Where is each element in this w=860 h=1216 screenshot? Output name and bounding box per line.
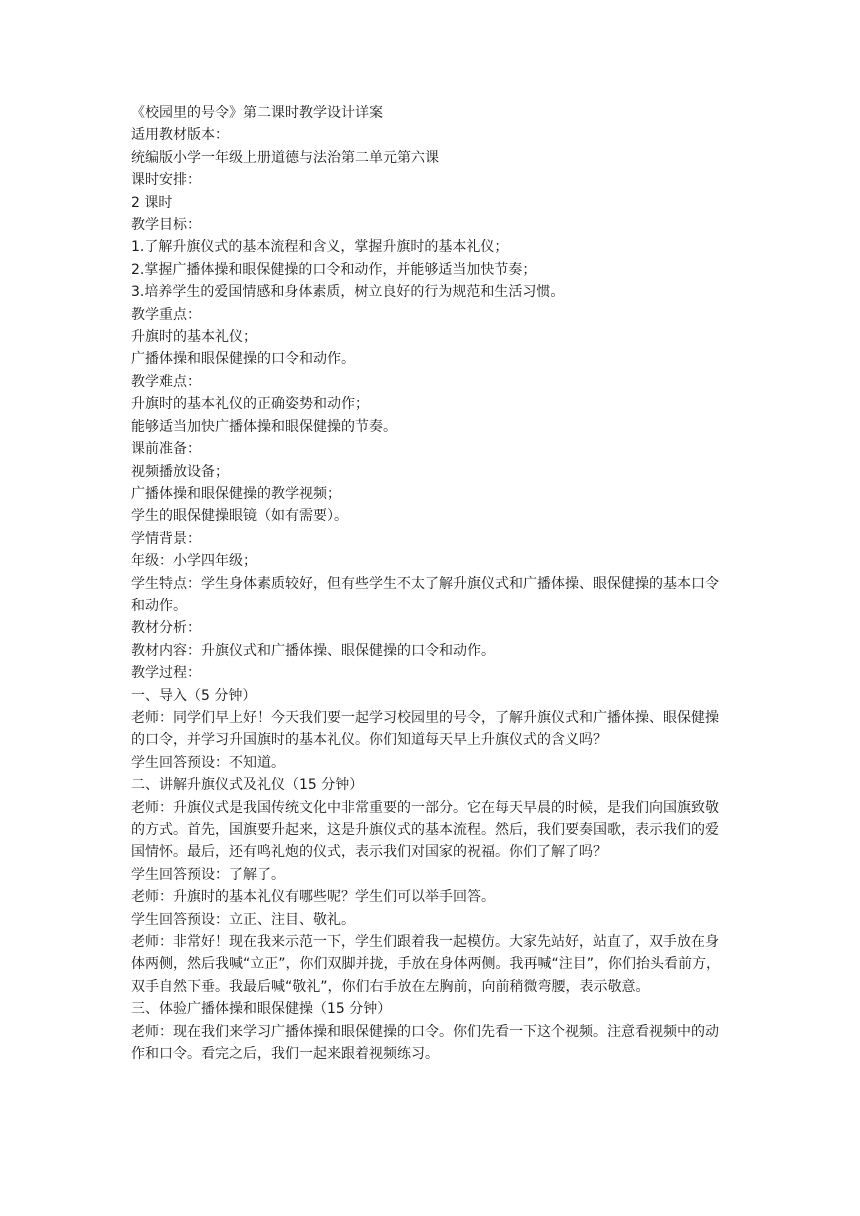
objective-item: 2.掌握广播体操和眼保健操的口令和动作，并能够适当加快节奏； bbox=[131, 261, 537, 278]
student-answer: 学生回答预设：了解了。 bbox=[131, 866, 285, 883]
student-answer: 学生回答预设：立正、注目、敬礼。 bbox=[131, 911, 355, 928]
teacher-dialogue: 老师：现在我们来学习广播体操和眼保健操的口令。你们先看一下这个视频。注意看视频中的动作和口令。看完之后，我们一起来跟着视频练习。 bbox=[131, 1023, 719, 1063]
key-point-item: 广播体操和眼保健操的口令和动作。 bbox=[131, 351, 355, 368]
document-title: 《校园里的号令》第二课时教学设计详案 bbox=[131, 105, 383, 121]
analysis-label: 教材分析： bbox=[131, 620, 201, 637]
teacher-dialogue: 老师：升旗仪式是我国传统文化中非常重要的一部分。它在每天早晨的时候，是我们向国旗致敬的方式。首先，国旗要升起来，这是升旗仪式的基本流程。然后，我们要奏国歌，表示我们的爱国情怀。最后，还有鸣礼炮的仪式，表示我们对国家的祝福。你们了解了吗？ bbox=[131, 799, 719, 861]
textbook-label: 适用教材版本： bbox=[131, 127, 229, 144]
process-label: 教学过程： bbox=[131, 665, 201, 682]
key-points-label: 教学重点： bbox=[131, 306, 201, 323]
preparation-item: 广播体操和眼保健操的教学视频； bbox=[131, 485, 341, 502]
preparation-item: 学生的眼保健操眼镜（如有需要）。 bbox=[131, 508, 348, 525]
section-heading: 二、讲解升旗仪式及礼仪（15 分钟） bbox=[131, 777, 364, 794]
objectives-label: 教学目标： bbox=[131, 217, 201, 234]
teacher-dialogue: 老师：升旗时的基本礼仪有哪些呢？学生们可以举手回答。 bbox=[131, 889, 495, 906]
textbook-value: 统编版小学一年级上册道德与法治第二单元第六课 bbox=[131, 149, 439, 166]
preparation-item: 视频播放设备； bbox=[131, 463, 229, 480]
key-point-item: 升旗时的基本礼仪； bbox=[131, 329, 257, 346]
teacher-dialogue: 老师：非常好！现在我来示范一下，学生们跟着我一起模仿。大家先站好，站直了，双手放在身体两侧，然后我喊“立正”，你们双脚并拢，手放在身体两侧。我再喊“注目”，你们抬头看前方，双手自然下垂。我最后喊“敬礼”，你们右手放在左胸前，向前稍微弯腰，表示敬意。 bbox=[131, 934, 721, 995]
objective-item: 3.培养学生的爱国情感和身体素质，树立良好的行为规范和生活习惯。 bbox=[131, 284, 565, 301]
difficulty-item: 升旗时的基本礼仪的正确姿势和动作； bbox=[131, 396, 369, 413]
section-heading: 三、体验广播体操和眼保健操（15 分钟） bbox=[131, 1001, 392, 1018]
student-traits-text: 学生特点：学生身体素质较好，但有些学生不太了解升旗仪式和广播体操、眼保健操的基本口令和动作。 bbox=[131, 575, 719, 614]
schedule-value: 2 课时 bbox=[131, 194, 173, 211]
difficulty-item: 能够适当加快广播体操和眼保健操的节奏。 bbox=[131, 418, 397, 435]
analysis-content: 教材内容：升旗仪式和广播体操、眼保健操的口令和动作。 bbox=[131, 642, 495, 659]
preparation-label: 课前准备： bbox=[131, 441, 201, 458]
background-label: 学情背景： bbox=[131, 530, 201, 547]
section-heading: 一、导入（5 分钟） bbox=[131, 687, 257, 704]
objective-item: 1.了解升旗仪式的基本流程和含义，掌握升旗时的基本礼仪； bbox=[131, 239, 509, 256]
document-page bbox=[131, 102, 731, 1065]
student-answer: 学生回答预设：不知道。 bbox=[131, 754, 285, 771]
grade-text: 年级：小学四年级； bbox=[131, 553, 257, 570]
teacher-dialogue: 老师：同学们早上好！今天我们要一起学习校园里的号令，了解升旗仪式和广播体操、眼保健操的口令，并学习升国旗时的基本礼仪。你们知道每天早上升旗仪式的含义吗？ bbox=[131, 709, 719, 749]
difficulties-label: 教学难点： bbox=[131, 373, 201, 390]
schedule-label: 课时安排： bbox=[131, 172, 201, 189]
